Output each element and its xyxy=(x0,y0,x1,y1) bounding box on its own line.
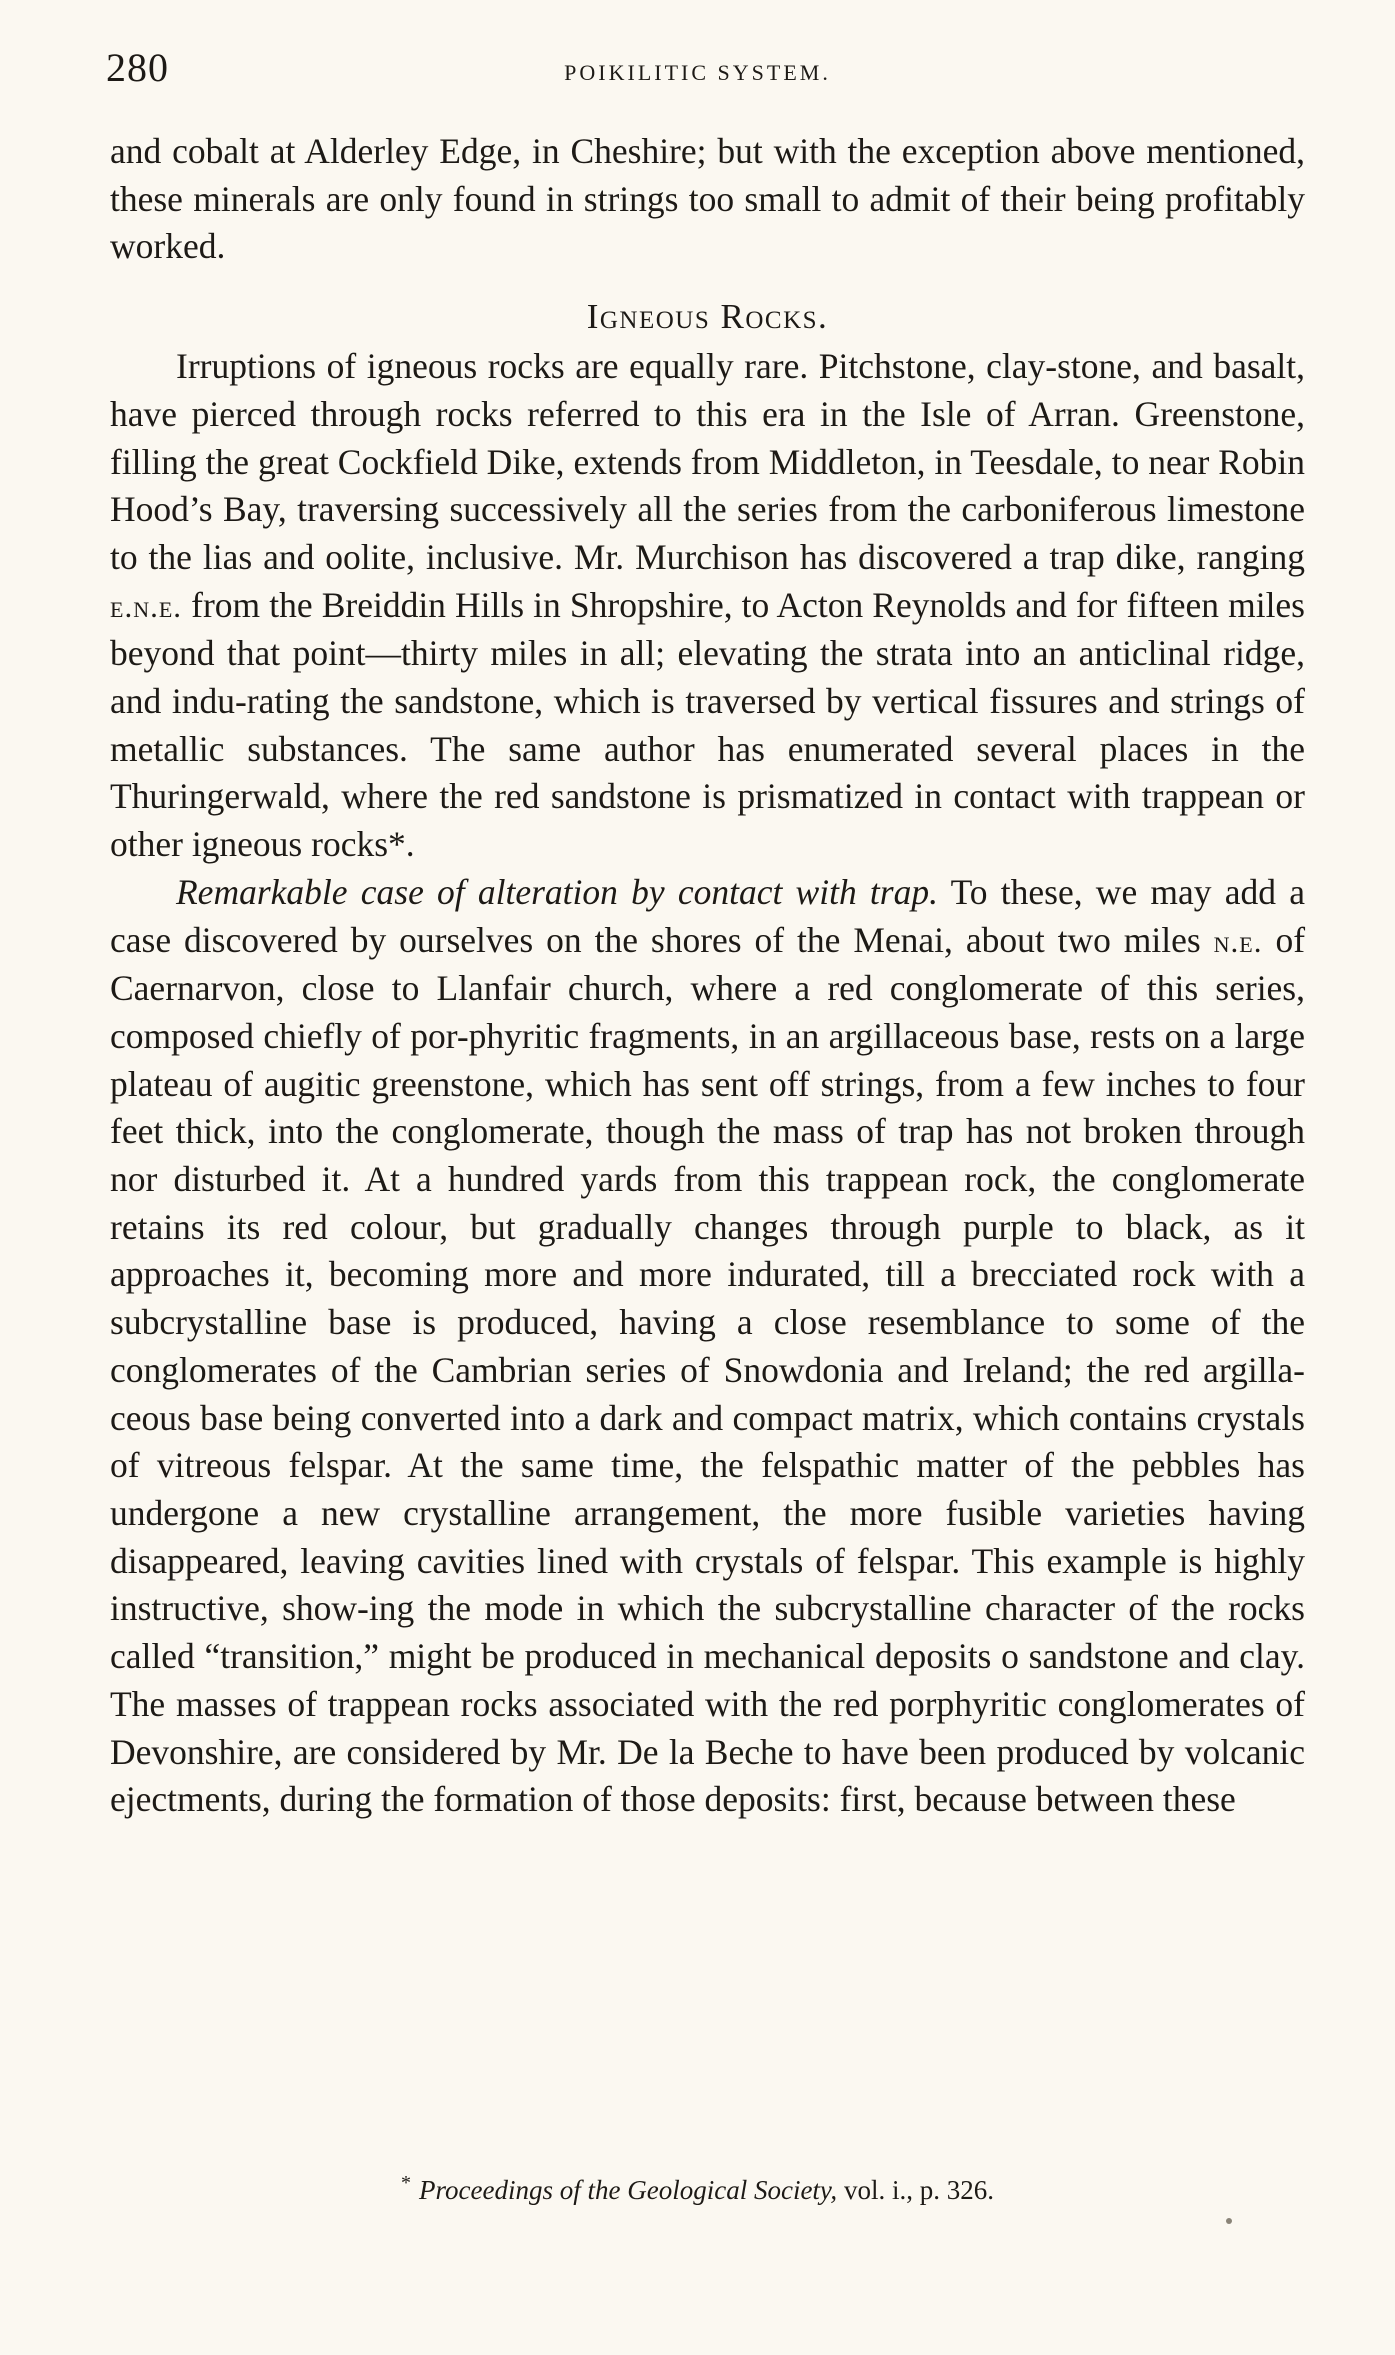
paragraph-alteration-case xyxy=(110,869,1305,1824)
page-number: 280 xyxy=(106,45,169,90)
footnote-citation: vol. i., p. 326. xyxy=(843,2175,994,2205)
paragraph-text: To these, we may add a case discovered by ourselves on the shores of the Menai, about two miles xyxy=(110,871,1305,960)
paragraph-igneous-rocks xyxy=(110,343,1305,869)
direction-abbrev: n.e. xyxy=(1213,923,1263,959)
sidenote-heading: Remarkable case of alteration by contact with trap. xyxy=(176,871,938,912)
footnote-mark: * xyxy=(401,2172,412,2194)
section-heading: Igneous Rocks. xyxy=(586,297,829,337)
footnote xyxy=(0,2172,1395,2206)
running-title: POIKILITIC SYSTEM. xyxy=(564,60,831,85)
paragraph-text: of Caernarvon, close to Llanfair church, where a red conglomerate of this series, composed chiefly of por-phyritic fragments, in an argillaceous base, rests on a large plateau of augitic greenstone, which has sent off strings, from a few inches to four feet thick, into the conglomerate, though the mass of trap has not broken through nor disturbed it. At a hundred yards from this trappean rock, the conglomerate retains its red colour, but gradually changes through purple to black, as it approaches it, becoming more and more indurated, till a brecciated rock with a subcrystalline base is produced, having a close resemblance to some of the conglomerates of the Cambrian series of Snowdonia and Ireland; the red argilla-ceous base being converted into a dark and compact matrix, which contains crystals of vitreous felspar. At the same time, the felspathic matter of the pebbles has undergone a new crystalline arrangement, the more fusible varieties having disappeared, leaving cavities lined with crystals of felspar. This example is highly instructive, show-ing the mode in which the subcrystalline character of the rocks called “transition,” might be produced in mechanical deposits o sandstone and clay. The masses of trappean rocks associated with the red porphyritic conglomerates of Devonshire, are considered by Mr. De la Beche to have been produced by volcanic ejectments, during the formation of those deposits: first, because between these xyxy=(110,919,1306,1820)
paper-speck xyxy=(1226,2218,1232,2224)
direction-abbrev: e.n.e. xyxy=(110,588,183,624)
intro-paragraph: and cobalt at Alderley Edge, in Cheshire; but with the exception above mentioned, these minerals are only found in strings too small to admit of their being profitably worked. xyxy=(110,131,1305,267)
paragraph-text: Irruptions of igneous rocks are equally rare. Pitchstone, clay-stone, and basalt, have pierced through rocks referred to this era in the Isle of Arran. Greenstone, filling the great Cockfield Dike, extends from Middleton, in Teesdale, to near Robin Hood’s Bay, traversing successively all the series from the carboniferous limestone to the lias and oolite, inclusive. Mr. Murchison has discovered a trap dike, ranging xyxy=(110,346,1305,577)
body-text xyxy=(110,128,1305,1824)
footnote-source: Proceedings of the Geological Society, xyxy=(419,2175,838,2205)
paragraph-text: from the Breiddin Hills in Shropshire, to Acton Reynolds and for fifteen miles beyond that point—thirty miles in all; elevating the strata into an anticlinal ridge, and indu-rating the sandstone, which is traversed by vertical fissures and strings of metallic substances. The same author has enumerated several places in the Thuringerwald, where the red sandstone is prismatized in contact with trappean or other igneous rocks*. xyxy=(110,584,1305,865)
